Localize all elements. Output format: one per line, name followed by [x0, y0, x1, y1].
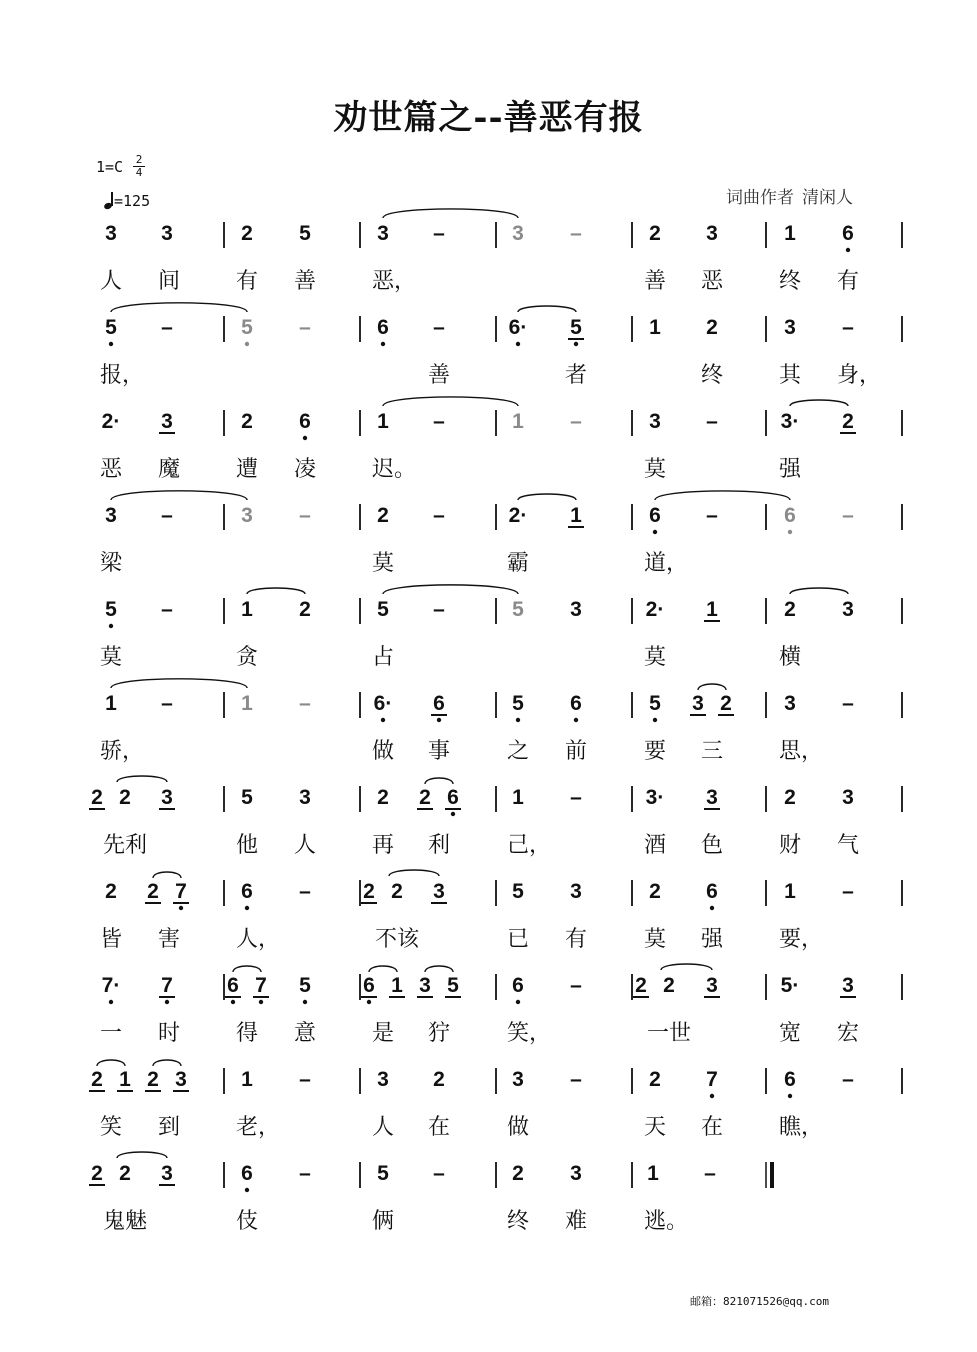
note: 2 [105, 880, 117, 903]
lyric: 终 [700, 363, 724, 388]
note: 5· [780, 974, 800, 997]
note: 3 [512, 222, 524, 245]
inner-slur [698, 684, 726, 690]
note: 2 [649, 1068, 661, 1091]
note: 3 [570, 598, 582, 621]
note: 2 [241, 410, 253, 433]
octave-dot-below [516, 342, 520, 346]
slur [790, 588, 848, 594]
note: – [704, 1162, 716, 1185]
slur [111, 303, 247, 312]
note: 3 [161, 1162, 173, 1185]
lyric: 霸 [506, 551, 530, 576]
note: 5 [105, 316, 117, 339]
lyric: 道， [644, 551, 689, 576]
note: 3 [706, 222, 718, 245]
note: 3 [161, 410, 173, 433]
note: – [570, 974, 582, 997]
lyric: 狞 [427, 1021, 451, 1046]
inner-slur [233, 966, 261, 972]
lyric: 三 [700, 739, 724, 764]
note: – [433, 410, 445, 433]
note: 1 [119, 1068, 131, 1091]
lyric: 魔 [157, 457, 181, 482]
note: 2 [377, 504, 389, 527]
lyric: 要， [779, 927, 824, 952]
note: 3 [570, 1162, 582, 1185]
inner-slur [97, 1060, 125, 1066]
inner-slur [153, 872, 181, 878]
lyric: 强 [700, 927, 724, 952]
slur [383, 209, 518, 218]
lyric: 思， [779, 739, 824, 764]
note: 3· [780, 410, 800, 433]
lyric: 逃。 [644, 1209, 689, 1234]
note: – [161, 504, 173, 527]
note: 7 [175, 880, 187, 903]
slur [117, 776, 167, 782]
note: 2 [720, 692, 732, 715]
note: 3 [377, 1068, 389, 1091]
note: 3 [570, 880, 582, 903]
lyric: 他 [235, 833, 259, 858]
note: 5 [299, 974, 311, 997]
note: 2 [119, 786, 131, 809]
lyric: 宽 [778, 1021, 802, 1046]
inner-slur [153, 1060, 181, 1066]
note: 3 [649, 410, 661, 433]
note: 3 [105, 222, 117, 245]
lyric: 到 [157, 1115, 181, 1140]
octave-dot-below [303, 1000, 307, 1004]
note: 3· [645, 786, 665, 809]
note: 2 [649, 880, 661, 903]
note: 6 [241, 880, 253, 903]
note: 6 [299, 410, 311, 433]
note: 3 [433, 880, 445, 903]
note: 2 [363, 880, 375, 903]
lyric: 人 [371, 1115, 395, 1140]
note: – [299, 504, 311, 527]
lyric: 骄， [100, 739, 145, 764]
note: 2 [377, 786, 389, 809]
octave-dot-below [788, 1094, 792, 1098]
note: 1 [649, 316, 661, 339]
octave-dot-below [259, 1000, 263, 1004]
note: 2 [91, 1162, 103, 1185]
lyric: 莫 [371, 551, 395, 576]
note: 2 [119, 1162, 131, 1185]
inner-slur [425, 966, 453, 972]
note: – [842, 316, 854, 339]
lyric: 迟。 [372, 457, 417, 482]
note: – [299, 880, 311, 903]
note: 1 [784, 880, 796, 903]
note: – [433, 504, 445, 527]
note: 3 [706, 974, 718, 997]
note: 5 [241, 786, 253, 809]
slur [383, 585, 518, 594]
lyric: 意 [293, 1021, 317, 1046]
note: 7 [706, 1068, 718, 1091]
lyric: 做 [506, 1115, 530, 1140]
note: – [433, 222, 445, 245]
note: 1 [570, 504, 582, 527]
lyric: 再 [371, 833, 395, 858]
note: 3 [377, 222, 389, 245]
lyric: 间 [157, 269, 181, 294]
lyric: 报， [100, 363, 145, 388]
lyric: 利 [427, 833, 451, 858]
note: 1 [105, 692, 117, 715]
note: 2 [147, 1068, 159, 1091]
octave-dot-below [165, 1000, 169, 1004]
note: 5 [447, 974, 459, 997]
lyric: 人， [236, 927, 281, 952]
note: 6 [512, 974, 524, 997]
octave-dot-below [109, 1000, 113, 1004]
lyric: 事 [427, 739, 451, 764]
lyric: 气 [836, 833, 860, 858]
note: 6 [241, 1162, 253, 1185]
note: – [161, 692, 173, 715]
note: – [842, 692, 854, 715]
lyric: 有 [235, 269, 259, 294]
lyric: 伎 [235, 1209, 259, 1234]
note: 3 [241, 504, 253, 527]
note: 2 [299, 598, 311, 621]
note: 5 [377, 1162, 389, 1185]
note: 6 [784, 504, 796, 527]
note: 2 [419, 786, 431, 809]
octave-dot-below [574, 718, 578, 722]
lyric: 笑， [507, 1021, 552, 1046]
octave-dot-below [245, 1188, 249, 1192]
note: 3 [706, 786, 718, 809]
note: 2 [91, 1068, 103, 1091]
lyric: 莫 [643, 457, 667, 482]
lyric: 俩 [371, 1209, 395, 1234]
lyric: 凌 [293, 457, 317, 482]
lyric: 遭 [235, 457, 259, 482]
slur [655, 491, 790, 500]
slur [661, 964, 712, 970]
note: – [842, 1068, 854, 1091]
note: 3 [175, 1068, 187, 1091]
lyric: 财 [778, 833, 802, 858]
note: – [299, 1068, 311, 1091]
note: 2· [101, 410, 121, 433]
octave-dot-below [846, 248, 850, 252]
note: 2 [635, 974, 647, 997]
lyric: 老， [236, 1115, 281, 1140]
note: 5 [299, 222, 311, 245]
slur [383, 397, 518, 406]
octave-dot-below [710, 906, 714, 910]
lyric: 恶 [700, 269, 724, 294]
lyric: 占 [371, 645, 395, 670]
lyric: 恶 [99, 457, 123, 482]
note: 1 [241, 692, 253, 715]
note: – [299, 316, 311, 339]
note: 6 [784, 1068, 796, 1091]
lyric: 恶， [372, 269, 417, 294]
lyric: 在 [700, 1115, 724, 1140]
note: 7 [161, 974, 173, 997]
lyric: 强 [778, 457, 802, 482]
note: 2 [842, 410, 854, 433]
note: 1 [391, 974, 403, 997]
slur [790, 400, 848, 406]
note: 1 [647, 1162, 659, 1185]
note: – [433, 598, 445, 621]
note: 3 [512, 1068, 524, 1091]
octave-dot-below [451, 812, 455, 816]
note: 1 [377, 410, 389, 433]
note: 5 [241, 316, 253, 339]
note: 5 [570, 316, 582, 339]
note: 1 [706, 598, 718, 621]
lyric: 是 [371, 1021, 395, 1046]
lyric: 难 [564, 1209, 588, 1234]
note: 2 [649, 222, 661, 245]
slur [247, 588, 305, 594]
note: 7· [101, 974, 121, 997]
note: 2 [784, 598, 796, 621]
octave-dot-below [516, 1000, 520, 1004]
note: 1 [784, 222, 796, 245]
octave-dot-below [653, 718, 657, 722]
note: 5 [649, 692, 661, 715]
slur [518, 494, 576, 500]
note: 6 [649, 504, 661, 527]
octave-dot-below [231, 1000, 235, 1004]
lyric: 在 [427, 1115, 451, 1140]
lyric: 天 [643, 1115, 667, 1140]
lyric: 要 [643, 739, 667, 764]
lyric: 人 [293, 833, 317, 858]
note: 2 [512, 1162, 524, 1185]
note: 6 [570, 692, 582, 715]
slur [518, 306, 576, 312]
note: 5 [377, 598, 389, 621]
note: – [706, 504, 718, 527]
email-contact: 邮箱：821071526@qq.com [690, 1295, 829, 1308]
lyric: 做 [371, 739, 395, 764]
lyric: 鬼魅 [102, 1209, 148, 1234]
note: 2 [147, 880, 159, 903]
note: 3 [842, 786, 854, 809]
octave-dot-below [437, 718, 441, 722]
time-signature-top: 2 [135, 153, 143, 166]
note: 1 [241, 1068, 253, 1091]
note: 7 [255, 974, 267, 997]
lyric: 害 [157, 927, 181, 952]
note: – [570, 410, 582, 433]
note: 2 [784, 786, 796, 809]
note: 2 [706, 316, 718, 339]
note: 3 [784, 316, 796, 339]
lyric: 先利 [102, 833, 148, 858]
note: 1 [512, 410, 524, 433]
lyric: 前 [564, 739, 588, 764]
lyric: 一 [99, 1021, 123, 1046]
lyric: 瞧， [779, 1115, 824, 1140]
lyric: 之 [506, 739, 530, 764]
lyric: 己， [507, 833, 552, 858]
slur [117, 1152, 167, 1158]
note: – [842, 504, 854, 527]
note: 6 [377, 316, 389, 339]
note: 6 [227, 974, 239, 997]
lyric: 已 [506, 927, 530, 952]
note: – [570, 786, 582, 809]
lyric: 善 [293, 269, 317, 294]
octave-dot-below [245, 906, 249, 910]
octave-dot-below [109, 342, 113, 346]
note: 6· [373, 692, 393, 715]
note: – [161, 598, 173, 621]
note: 3 [105, 504, 117, 527]
lyric: 身， [837, 363, 882, 388]
note: 2 [391, 880, 403, 903]
page-title: 劝世篇之--善恶有报 [333, 98, 644, 138]
lyric: 莫 [99, 645, 123, 670]
slur [389, 870, 439, 876]
lyric: 不该 [374, 927, 420, 952]
note: 5 [105, 598, 117, 621]
note: 3 [419, 974, 431, 997]
author-name: 清闲人 [802, 188, 853, 208]
lyric: 终 [506, 1209, 530, 1234]
lyric: 有 [836, 269, 860, 294]
note: 3 [299, 786, 311, 809]
octave-dot-below [245, 342, 249, 346]
note: 3 [161, 222, 173, 245]
lyric: 时 [157, 1021, 181, 1046]
note: 6 [706, 880, 718, 903]
note: – [570, 222, 582, 245]
octave-dot-below [574, 342, 578, 346]
key-signature: 1=C [96, 158, 124, 176]
octave-dot-below [653, 530, 657, 534]
octave-dot-below [367, 1000, 371, 1004]
author-label: 词曲作者 [726, 188, 794, 208]
lyric: 贪 [235, 645, 259, 670]
note: 2 [433, 1068, 445, 1091]
note: – [433, 1162, 445, 1185]
lyric: 笑 [99, 1115, 123, 1140]
note: 2 [241, 222, 253, 245]
octave-dot-below [179, 906, 183, 910]
note: 1 [512, 786, 524, 809]
lyric: 莫 [643, 645, 667, 670]
lyric: 其 [778, 363, 802, 388]
note: 3 [161, 786, 173, 809]
lyric: 人 [99, 269, 123, 294]
note: – [842, 880, 854, 903]
note: 5 [512, 880, 524, 903]
note: 6 [447, 786, 459, 809]
lyric: 一世 [646, 1021, 692, 1046]
slur [111, 491, 247, 500]
inner-slur [425, 778, 453, 784]
note: – [706, 410, 718, 433]
lyric: 横 [778, 645, 802, 670]
octave-dot-below [303, 436, 307, 440]
lyric: 得 [235, 1021, 259, 1046]
note: 5 [512, 692, 524, 715]
note: 2 [663, 974, 675, 997]
octave-dot-below [381, 718, 385, 722]
note: 6 [363, 974, 375, 997]
lyric: 有 [564, 927, 588, 952]
note: 1 [241, 598, 253, 621]
inner-slur [369, 966, 397, 972]
note: 6· [508, 316, 528, 339]
lyric: 皆 [99, 927, 123, 952]
note: – [433, 316, 445, 339]
note: 3 [842, 598, 854, 621]
lyric: 终 [778, 269, 802, 294]
slur [111, 679, 247, 688]
octave-dot-below [516, 718, 520, 722]
note: – [299, 692, 311, 715]
note: 3 [692, 692, 704, 715]
note: 6 [842, 222, 854, 245]
lyric: 梁 [99, 551, 123, 576]
lyric: 莫 [643, 927, 667, 952]
note: – [570, 1068, 582, 1091]
lyric: 善 [427, 363, 451, 388]
lyric: 宏 [836, 1021, 860, 1046]
note: 5 [512, 598, 524, 621]
note: 2 [91, 786, 103, 809]
note: – [161, 316, 173, 339]
tempo-value: =125 [114, 192, 151, 210]
note: 2· [508, 504, 528, 527]
octave-dot-below [109, 624, 113, 628]
octave-dot-below [381, 342, 385, 346]
note: 3 [784, 692, 796, 715]
octave-dot-below [788, 530, 792, 534]
lyric: 色 [700, 833, 724, 858]
note: 3 [842, 974, 854, 997]
note: – [299, 1162, 311, 1185]
note: 6 [433, 692, 445, 715]
lyric: 善 [643, 269, 667, 294]
lyric: 酒 [643, 833, 667, 858]
time-signature-bottom: 4 [135, 166, 143, 179]
lyric: 者 [564, 363, 588, 388]
octave-dot-below [710, 1094, 714, 1098]
note: 2· [645, 598, 665, 621]
